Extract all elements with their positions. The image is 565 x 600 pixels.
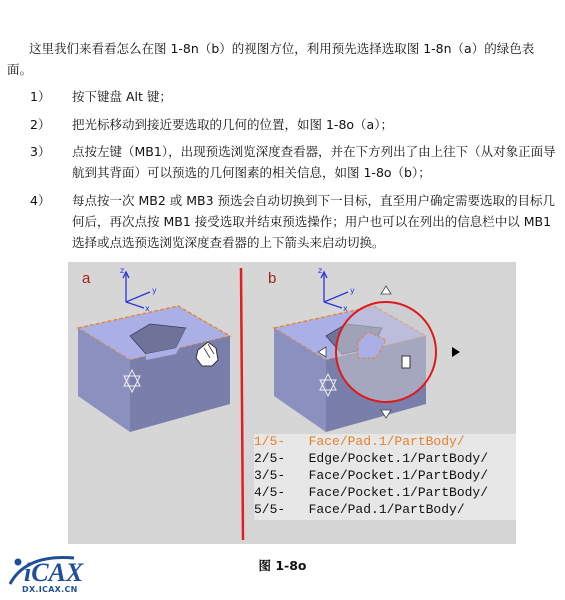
figure-caption: 图 1-8o: [258, 558, 307, 573]
svg-text:iCAX: iCAX: [24, 558, 84, 587]
step-text: 点按左键（MB1），出现预选浏览深度查看器，并在下方列出了由上往下（从对象正面导航到其背面）可以预选的几何图素的相关信息，如图 1-8o（b）；: [72, 144, 556, 180]
arrow-right-icon[interactable]: [452, 347, 460, 357]
step-text: 每点按一次 MB2 或 MB3 预选会自动切换到下一目标，直至用户确定需要选取的目标几何后，再次点按 MB1 接受选取并结束预选操作；用户也可以在列出的信息栏中以 MB1 选择或点选预选浏览深度查看器的上下箭头来启动切换。: [72, 193, 556, 250]
intro-paragraph: 这里我们来看看怎么在图 1-8n（b）的视图方位，利用预先选择选取图 1-8n（a）的绿色表面。: [7, 41, 535, 77]
step-number: 3）: [30, 144, 51, 159]
step-3: [30, 141, 562, 183]
step-1: [30, 86, 562, 107]
axis-label-y: y: [152, 286, 157, 295]
axis-label-x: x: [343, 304, 348, 313]
preselection-list: [254, 434, 516, 520]
panel-a-label: a: [82, 270, 91, 287]
axis-label-x: x: [145, 304, 150, 313]
panel-b-label: b: [268, 270, 277, 287]
icax-logo: [4, 548, 124, 598]
panel-divider: [241, 268, 243, 540]
step-text: 按下键盘 Alt 键；: [72, 89, 172, 104]
figure-1-8o: [68, 262, 516, 544]
preselection-item-2[interactable]: 2/5- Edge/Pocket.1/PartBody/: [254, 451, 489, 466]
step-4: [30, 190, 562, 253]
step-text: 把光标移动到接近要选取的几何的位置，如图 1-8o（a）；: [72, 117, 393, 132]
axis-label-z: z: [318, 266, 323, 275]
preselection-item-4[interactable]: 4/5- Face/Pocket.1/PartBody/: [254, 485, 489, 500]
axis-triad-b: [321, 272, 348, 308]
depth-viewer-pointer-icon: [402, 356, 410, 368]
axis-triad-a: [123, 272, 150, 308]
preselection-item-3[interactable]: 3/5- Face/Pocket.1/PartBody/: [254, 468, 489, 483]
axis-label-z: z: [120, 266, 125, 275]
icax-logo-mark: [4, 548, 124, 588]
preselection-item-1[interactable]: 1/5- Face/Pad.1/PartBody/: [254, 434, 465, 449]
step-2: [30, 114, 562, 135]
logo-site-text: DX.ICAX.CN: [22, 585, 78, 594]
preselection-item-5[interactable]: 5/5- Face/Pad.1/PartBody/: [254, 502, 465, 517]
depth-viewer[interactable]: [336, 302, 436, 402]
axis-label-y: y: [350, 286, 355, 295]
step-number: 4）: [30, 193, 51, 208]
step-number: 2）: [30, 117, 51, 132]
depth-viewer-circle[interactable]: [336, 302, 436, 402]
arrow-up-icon[interactable]: [381, 286, 391, 294]
block-a: [78, 306, 230, 432]
step-number: 1）: [30, 89, 51, 104]
